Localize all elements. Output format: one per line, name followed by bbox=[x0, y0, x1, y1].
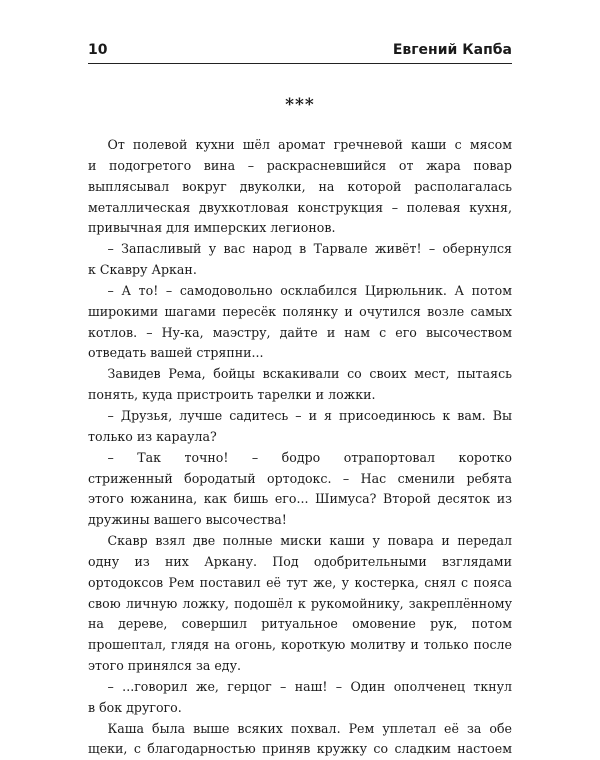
text-line: металлическая двухкотловая конструкция – полевая кухня, bbox=[88, 199, 512, 215]
text-line: этого южанина, как бишь его... Шимуса? Второй десяток из bbox=[88, 491, 512, 507]
author-name: Евгений Капба bbox=[392, 42, 512, 58]
text-line: отведать вашей стряпни... bbox=[88, 345, 264, 361]
section-separator: *** bbox=[285, 95, 315, 115]
text-line: От полевой кухни шёл аромат гречневой каши с мясом bbox=[107, 137, 512, 152]
text-line: ортодоксов Рем поставил её тут же, у костерка, снял с пояса bbox=[88, 574, 512, 590]
text-line: Скавр взял две полные миски каши у повара и передал bbox=[107, 533, 512, 549]
text-line: прошептал, глядя на огонь, короткую молитву и только после bbox=[88, 637, 512, 653]
text-line: этого принялся за еду. bbox=[88, 658, 241, 674]
text-line: одну из них Аркану. Под одобрительными взглядами bbox=[88, 553, 512, 569]
text-line: и подогретого вина – раскрасневшийся от жара повар bbox=[88, 157, 512, 173]
text-line: только из караула? bbox=[88, 428, 217, 444]
text-line: привычная для имперских легионов. bbox=[88, 220, 336, 236]
text-line: на дереве, совершил ритуальное омовение рук, потом bbox=[88, 616, 512, 632]
text-line: – ...говорил же, герцог – наш! – Один ополченец ткнул bbox=[107, 678, 512, 694]
text-line: дружины вашего высочества! bbox=[88, 512, 287, 528]
text-line: Завидев Рема, бойцы вскакивали со своих мест, пытаясь bbox=[107, 366, 512, 382]
text-line: – Запасливый у вас народ в Тарвале живёт! – обернулся bbox=[107, 241, 512, 257]
text-line: выплясывал вокруг двуколки, на которой располагалась bbox=[88, 178, 512, 194]
text-line: котлов. – Ну-ка, маэстру, дайте и нам с его высочеством bbox=[88, 324, 512, 340]
text-line: понять, куда пристроить тарелки и ложки. bbox=[88, 387, 376, 403]
text-line: – А то! – самодовольно осклабился Цирюльник. А потом bbox=[107, 282, 512, 298]
text-line: стриженный бородатый ортодокс. – Нас сменили ребята bbox=[88, 470, 512, 486]
text-line: – Так точно! – бодро отрапортовал коротко bbox=[107, 449, 512, 465]
text-line: широкими шагами пересёк полянку и очутился возле самых bbox=[88, 303, 512, 319]
page-number: 10 bbox=[88, 42, 108, 58]
text-line: в бок другого. bbox=[88, 699, 182, 715]
running-header bbox=[88, 40, 512, 64]
text-line: свою личную ложку, подошёл к рукомойнику, закреплённому bbox=[88, 595, 512, 611]
text-line: к Скавру Аркан. bbox=[88, 262, 197, 278]
text-line: Каша была выше всяких похвал. Рем уплетал её за обе bbox=[107, 720, 512, 736]
header-rule bbox=[88, 63, 512, 64]
text-line: щеки, с благодарностью приняв кружку со сладким настоем bbox=[88, 741, 512, 757]
body-text bbox=[88, 135, 512, 760]
text-line: – Друзья, лучше садитесь – и я присоединюсь к вам. Вы bbox=[107, 407, 512, 423]
